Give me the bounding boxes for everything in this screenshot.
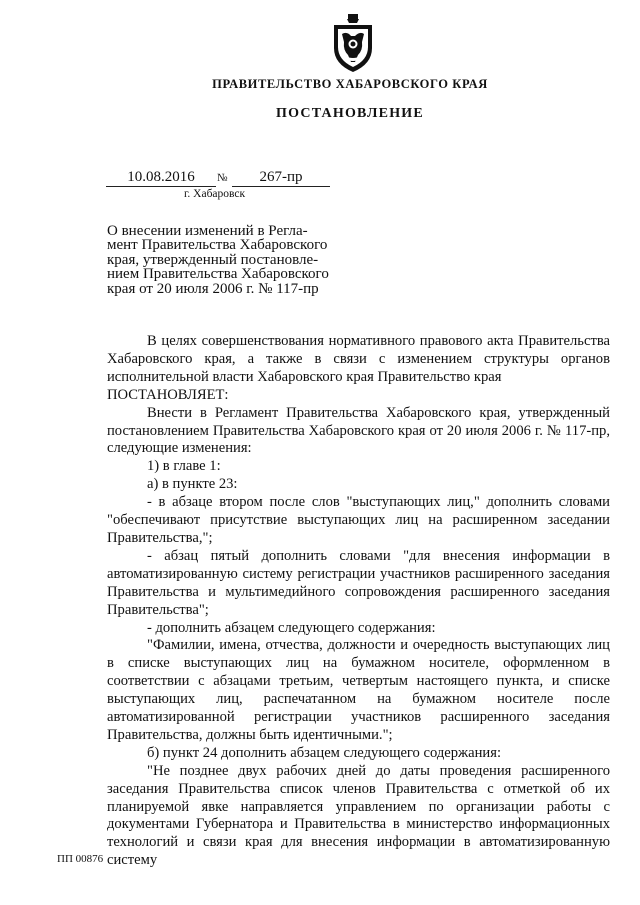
city-label: г. Хабаровск — [184, 188, 246, 200]
paragraph: Внести в Регламент Правительства Хабаровского края, утвержденный постановлением Правительства Хабаровского края от 20 июля 2006 г. № 117-пр, следующие изменения: — [107, 404, 610, 457]
paragraph: 1) в главе 1: — [147, 458, 221, 475]
subject-line: нием Правительства Хабаровского — [107, 266, 329, 283]
subject-line: края от 20 июля 2006 г. № 117-пр — [107, 280, 319, 297]
coat-of-arms-icon — [329, 12, 377, 74]
government-name: ПРАВИТЕЛЬСТВО ХАБАРОВСКОГО КРАЯ — [212, 77, 488, 91]
paragraph: В целях совершенствования нормативного правового акта Правительства Хабаровского края, а также в связи с изменением структуры органов исполнительной власти Хабаровского края Правительство края — [107, 333, 610, 385]
paragraph: б) пункт 24 дополнить абзацем следующего содержания: — [147, 744, 502, 761]
number-sign: № — [217, 172, 228, 184]
paragraph: "Фамилии, имена, отчества, должности и очередность выступающих лиц в списке выступающих лиц на бумажном носителе, оформленном в соответствии с абзацами третьим, четвертым настоящего пункта, и списке выступающих лиц, распечатанном на бумажном носителе после автоматизированной регистрации участников расширенного заседания Правительства, должны быть идентичными."; — [107, 637, 610, 743]
document-code: ПП 00876 — [57, 853, 104, 865]
paragraph: - в абзаце втором после слов "выступающих лиц," дополнить словами "обеспечивают присутствие выступающих лиц на расширенном заседании Правительства,"; — [107, 494, 610, 546]
paragraph: "Не позднее двух рабочих дней до даты проведения расширенного заседания Правительства список членов Правительства с отметкой об их планируемой явке направляется управлением по организации работы с документами Губернатора и Правительства в министерство информационных технологий и связи края для внесения информации в автоматизированную систему — [107, 762, 610, 869]
subject-line: О внесении изменений в Регла- — [107, 223, 308, 239]
resolution-date: 10.08.2016 — [106, 168, 216, 187]
coat-of-arms-emblem — [329, 12, 377, 74]
resolution-number: 267-пр — [232, 168, 330, 187]
subject-line: мент Правительства Хабаровского — [107, 237, 328, 254]
subject-line: края, утвержденный постановле- — [107, 251, 319, 268]
decree-word: ПОСТАНОВЛЯЕТ: — [107, 386, 229, 403]
paragraph: - абзац пятый дополнить словами "для внесения информации в автоматизированную систему регистрации участников расширенного заседания Правительства и мультимедийного сопровождения расширенного заседания Правительства"; — [107, 547, 610, 618]
paragraph: - дополнить абзацем следующего содержания: — [147, 619, 436, 636]
paragraph: а) в пункте 23: — [147, 476, 238, 493]
document-body — [107, 333, 610, 870]
document-type-title: ПОСТАНОВЛЕНИЕ — [276, 106, 424, 121]
subject-block — [107, 224, 335, 296]
